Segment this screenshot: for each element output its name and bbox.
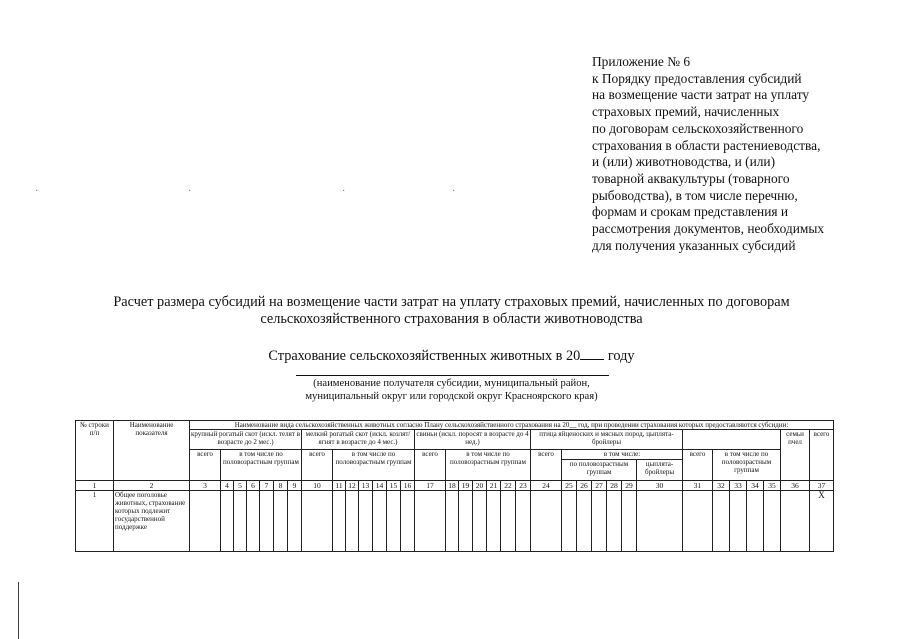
appendix-line: на возмещение части затрат на уплату xyxy=(592,87,810,103)
data-cell xyxy=(730,491,747,552)
column-number: 9 xyxy=(288,481,302,491)
data-cell xyxy=(288,491,302,552)
data-cell xyxy=(747,491,764,552)
column-number: 2 xyxy=(114,481,190,491)
header-cattle: крупный рогатый скот (искл. телят в возрасте до 2 мес.) xyxy=(190,430,302,450)
header-poultry-age-groups: по половозрастным группам xyxy=(562,460,637,481)
scan-speck: · xyxy=(188,186,192,197)
header-pigs-age-groups: в том числе по половозрастным группам xyxy=(446,450,531,481)
column-number: 30 xyxy=(637,481,683,491)
margin-line xyxy=(18,582,19,639)
header-cattle-age-groups: в том числе по половозрастным группам xyxy=(221,450,302,481)
data-cell xyxy=(221,491,234,552)
header-blank-age-groups: в том числе по половозрастным группам xyxy=(713,450,781,481)
column-number: 27 xyxy=(592,481,607,491)
appendix-line: страховых премий, начисленных xyxy=(592,104,780,120)
appendix-line: для получения указанных субсидий xyxy=(592,237,796,253)
header-small-cattle-total: всего xyxy=(302,450,333,481)
appendix-line: Приложение № 6 xyxy=(592,54,691,69)
subsidy-calculation-table xyxy=(75,420,834,552)
recipient-line xyxy=(296,375,609,376)
column-number: 3 xyxy=(190,481,221,491)
column-number: 35 xyxy=(764,481,781,491)
column-number: 7 xyxy=(260,481,274,491)
recipient-note xyxy=(0,377,903,403)
column-number: 15 xyxy=(387,481,401,491)
header-blank-group xyxy=(683,430,781,450)
scan-speck: · xyxy=(35,186,39,197)
data-cell xyxy=(577,491,592,552)
header-poultry: птица яйценоских и мясных пород, цыплята-бройлеры xyxy=(531,430,683,450)
data-cell xyxy=(247,491,260,552)
column-number: 11 xyxy=(333,481,346,491)
data-cell xyxy=(764,491,781,552)
column-number: 14 xyxy=(373,481,387,491)
data-cell xyxy=(415,491,446,552)
appendix-line: к Порядку предоставления субсидий xyxy=(592,70,802,86)
column-number: 6 xyxy=(247,481,260,491)
subtitle-after: году xyxy=(604,348,635,364)
data-cell xyxy=(622,491,637,552)
data-cell xyxy=(234,491,247,552)
appendix-line: и (или) животноводства, и (или) xyxy=(592,154,776,170)
data-cell xyxy=(190,491,221,552)
data-cell xyxy=(359,491,373,552)
title-line-1: Расчет размера субсидий на возмещение части затрат на уплату страховых премий, начисленных по договорам xyxy=(113,294,790,310)
appendix-line: по договорам сельскохозяйственного xyxy=(592,120,804,136)
data-cell xyxy=(473,491,487,552)
insurance-year-heading xyxy=(0,347,903,365)
data-cell xyxy=(346,491,359,552)
column-number: 34 xyxy=(747,481,764,491)
not-applicable-mark: X xyxy=(810,491,834,552)
data-cell xyxy=(274,491,288,552)
header-broilers: цыплята-бройлеры xyxy=(637,460,683,481)
column-number: 21 xyxy=(487,481,501,491)
data-cell xyxy=(531,491,562,552)
data-cell xyxy=(713,491,730,552)
column-number: 26 xyxy=(577,481,592,491)
column-number: 22 xyxy=(501,481,516,491)
header-small-cattle: мелкий рогатый скот (искл. козлят/ягнят в возрасте до 4 мес.) xyxy=(302,430,415,450)
column-number: 16 xyxy=(401,481,415,491)
column-number: 20 xyxy=(473,481,487,491)
column-number: 19 xyxy=(459,481,473,491)
header-row-number: № строки п/п xyxy=(76,421,114,481)
column-number: 18 xyxy=(446,481,459,491)
data-cell xyxy=(387,491,401,552)
header-all: всего xyxy=(810,430,834,481)
column-number: 33 xyxy=(730,481,747,491)
data-cell xyxy=(592,491,607,552)
data-cell xyxy=(562,491,577,552)
header-pigs-total: всего xyxy=(415,450,446,481)
appendix-line: формам и срокам представления и xyxy=(592,204,789,220)
row-number: 1 xyxy=(76,491,114,552)
header-small-cattle-age-groups: в том числе по половозрастным группам xyxy=(333,450,415,481)
column-number: 8 xyxy=(274,481,288,491)
column-number: 29 xyxy=(622,481,637,491)
column-number: 36 xyxy=(781,481,810,491)
header-animal-types: Наименование вида сельскохозяйственных животных согласно Плану сельскохозяйственного страхования на 20__ год, при проведении страхования которых предоставляются субсидии: xyxy=(190,421,834,430)
column-number: 1 xyxy=(76,481,114,491)
subtitle-before: Страхование сельскохозяйственных животных в 20 xyxy=(268,348,581,364)
column-number: 37 xyxy=(810,481,834,491)
data-cell xyxy=(607,491,622,552)
recipient-note-line-2: муниципальный округ или городской округ Красноярского края) xyxy=(305,391,598,402)
data-cell xyxy=(260,491,274,552)
data-cell xyxy=(459,491,473,552)
column-number: 17 xyxy=(415,481,446,491)
column-number: 31 xyxy=(683,481,713,491)
data-cell xyxy=(401,491,415,552)
year-blank xyxy=(580,347,604,360)
data-cell xyxy=(302,491,333,552)
column-number: 32 xyxy=(713,481,730,491)
appendix-block xyxy=(592,54,892,254)
column-number: 23 xyxy=(516,481,531,491)
title-line-2: сельскохозяйственного страхования в области животноводства xyxy=(260,311,643,327)
appendix-line: страхования в области растениеводства, xyxy=(592,137,821,153)
header-pigs: свиньи (искл. поросят в возрасте до 4 нед.) xyxy=(415,430,531,450)
data-cell xyxy=(487,491,501,552)
document-title xyxy=(0,294,903,328)
row-indicator-name: Общее поголовье животных, страхование которых подлежит государственной поддержке xyxy=(114,491,190,552)
data-cell xyxy=(446,491,459,552)
column-number: 10 xyxy=(302,481,333,491)
data-cell xyxy=(516,491,531,552)
scan-speck: · xyxy=(452,186,456,197)
data-cell xyxy=(637,491,683,552)
appendix-line: рассмотрения документов, необходимых xyxy=(592,221,825,237)
column-number: 13 xyxy=(359,481,373,491)
column-number: 25 xyxy=(562,481,577,491)
scan-speck: · xyxy=(342,186,346,197)
column-number: 24 xyxy=(531,481,562,491)
recipient-note-line-1: (наименование получателя субсидии, муниципальный район, xyxy=(313,378,590,389)
header-indicator-name: Наименование показателя xyxy=(114,421,190,481)
column-number: 12 xyxy=(346,481,359,491)
data-cell xyxy=(373,491,387,552)
header-blank-total: всего xyxy=(683,450,713,481)
column-number: 5 xyxy=(234,481,247,491)
header-poultry-including: в том числе: xyxy=(562,450,683,460)
header-poultry-total: всего xyxy=(531,450,562,481)
column-number: 4 xyxy=(221,481,234,491)
header-cattle-total: всего xyxy=(190,450,221,481)
data-cell xyxy=(333,491,346,552)
data-cell xyxy=(501,491,516,552)
header-bee-families: семьи пчел xyxy=(781,430,810,481)
data-cell xyxy=(683,491,713,552)
column-number: 28 xyxy=(607,481,622,491)
data-cell xyxy=(781,491,810,552)
appendix-line: товарной аквакультуры (товарного xyxy=(592,170,790,186)
appendix-line: рыбоводства), в том числе перечню, xyxy=(592,187,798,203)
